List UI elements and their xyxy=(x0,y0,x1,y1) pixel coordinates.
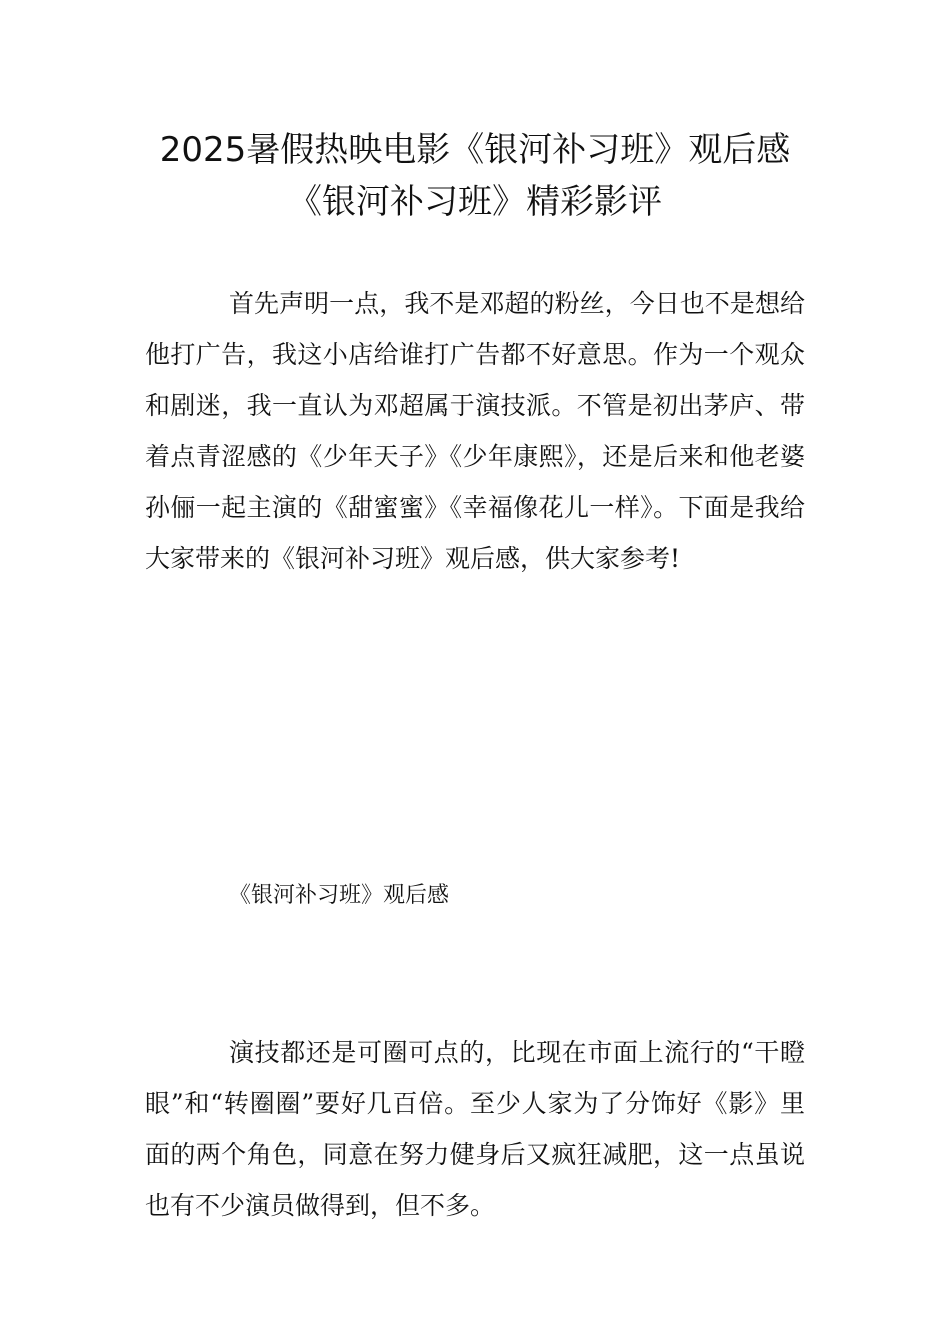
document-title-line-2: 《银河补习班》精彩影评 xyxy=(288,182,662,222)
document-title-line-1: 2025暑假热映电影《银河补习班》观后感 xyxy=(159,130,791,170)
section-heading: 《银河补习班》观后感 xyxy=(229,883,450,908)
body-paragraph: 演技都还是可圈可点的，比现在市面上流行的“干瞪眼”和“转圈圈”要好几百倍。至少人家为了分饰好《影》里面的两个角色，同意在努力健身后又疯狂减肥，这一点虽说也有不少演员做得到，但不多。 xyxy=(145,1038,805,1220)
intro-paragraph: 首先声明一点，我不是邓超的粉丝，今日也不是想给他打广告，我这小店给谁打广告都不好意思。作为一个观众和剧迷，我一直认为邓超属于演技派。不管是初出茅庐、带着点青涩感的《少年天子》《少年康熙》，还是后来和他老婆孙俪一起主演的《甜蜜蜜》《幸福像花儿一样》。下面是我给大家带来的《银河补习班》观后感，供大家参考! xyxy=(145,289,805,573)
